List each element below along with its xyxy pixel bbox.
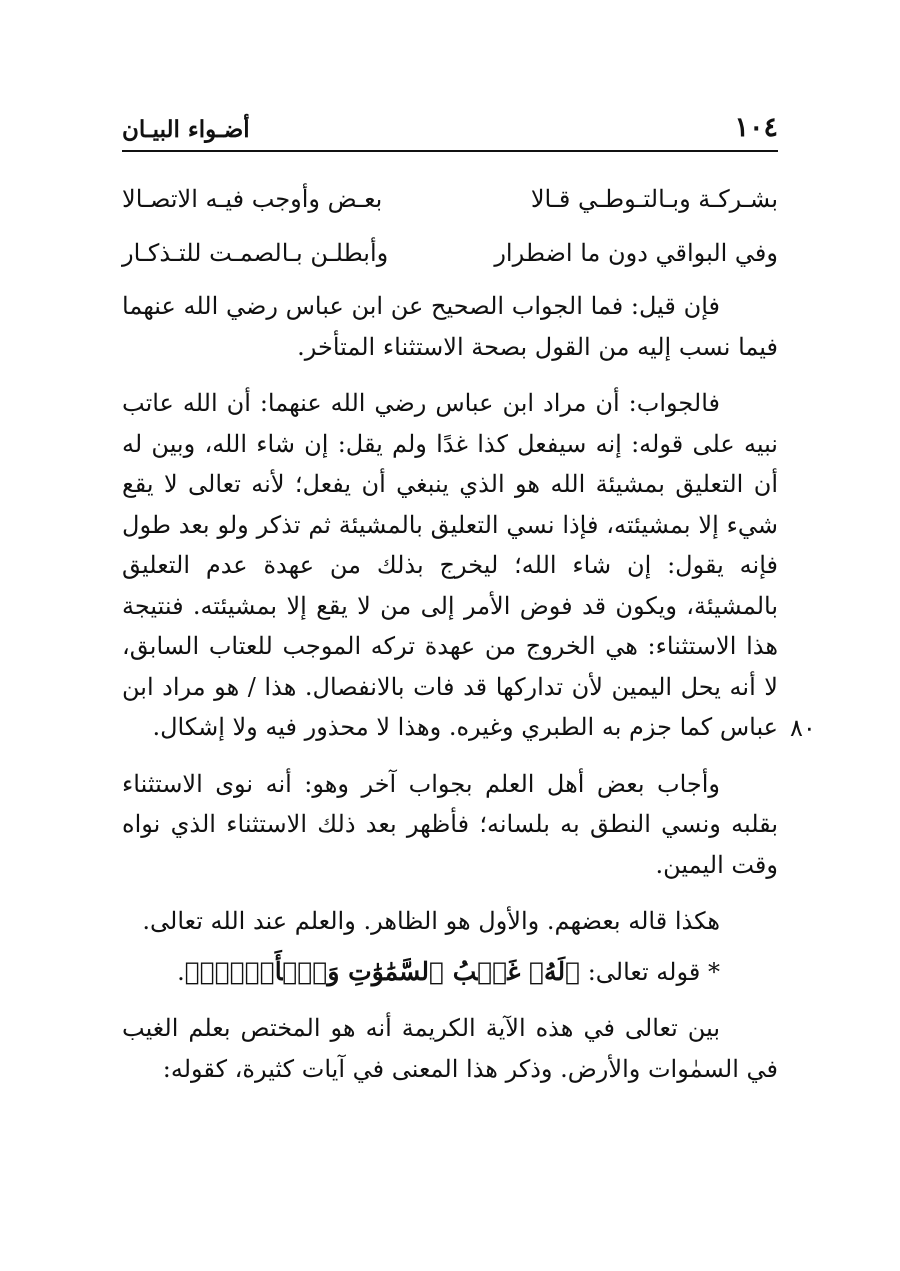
paragraph-explanation: بين تعالى في هذه الآية الكريمة أنه هو المختص بعلم الغيب في السمٰوات والأرض. وذكر هذا المعنى في آيات كثيرة، كقوله: — [122, 1014, 778, 1083]
poetry-verse — [122, 172, 778, 226]
citation-prefix: * قوله تعالى: — [580, 957, 720, 986]
paragraph-question: فإن قيل: فما الجواب الصحيح عن ابن عباس رضي الله عنهما فيما نسب إليه من القول بصحة الاستثناء المتأخر. — [122, 292, 778, 361]
page-number: ١٠٤ — [734, 112, 778, 143]
quran-verse: ﴿لَهُۥ غَيۡبُ ٱلسَّمَٰوَٰتِ وَٱلۡأَرۡضِۖ﴾ — [184, 956, 581, 986]
verse-first-hemistich: وفي البواقي دون ما اضطرار — [494, 238, 778, 267]
paragraph-alternative-answer: وأجاب بعض أهل العلم بجواب آخر وهو: أنه نوى الاستثناء بقلبه ونسي النطق به بلسانه؛ فأظهر بعد ذلك الاستثناء الذي نواه وقت اليمين. — [122, 769, 778, 879]
quran-citation — [122, 952, 778, 993]
margin-page-reference: ٨٠ — [790, 714, 816, 742]
verse-second-hemistich: وأبطلـن بـالصمـت للتـذكـار — [122, 238, 389, 267]
verse-first-hemistich: بشـركـة وبـالتـوطـي قـالا — [530, 184, 778, 213]
book-title: أضـواء البيـان — [122, 116, 250, 143]
page-header — [122, 108, 778, 148]
paragraph-conclusion: هكذا قاله بعضهم. والأول هو الظاهر. والعلم عند الله تعالى. — [142, 907, 720, 935]
paragraph-answer: فالجواب: أن مراد ابن عباس رضي الله عنهما: أن الله عاتب نبيه على قوله: إنه سيفعل كذا غدًا ولم يقل: إن شاء الله، وبين له أن التعليق بمشيئة الله هو الذي ينبغي أن يفعل؛ لأنه تعالى لا يقع شيء إلا بمشيئته، فإذا نسي التعليق بالمشيئة ثم تذكر ولو بعد طول فإنه يقول: إن شاء الله؛ ليخرج بذلك من عهدة عدم التعليق بالمشيئة، ويكون قد فوض الأمر إلى من لا يقع إلا بمشيئته. فنتيجة هذا الاستثناء: هي الخروج من عهدة تركه الموجب للعتاب السابق، لا أنه يحل اليمين لأن تداركها قد فات بالانفصال. هذا / هو مراد ابن عباس كما جزم به الطبري وغيره. وهذا لا محذور فيه ولا إشكال. — [122, 389, 779, 741]
verse-second-hemistich: بعـض وأوجب فيـه الاتصـالا — [122, 184, 383, 213]
citation-suffix: . — [177, 957, 185, 986]
poetry-verse — [122, 226, 778, 280]
header-divider — [122, 150, 778, 152]
page-body — [122, 172, 778, 1105]
